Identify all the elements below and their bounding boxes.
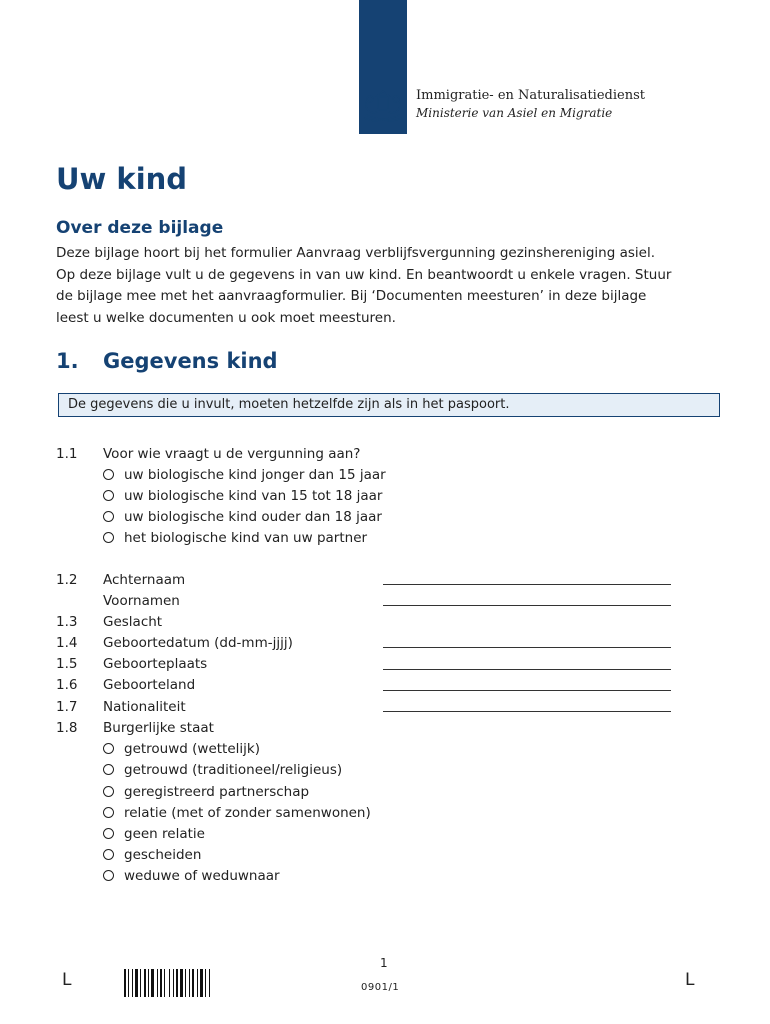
section-number: 1. <box>56 349 79 373</box>
field-label: Geboorteplaats <box>103 656 208 672</box>
option-label: relatie (met of zonder samenwonen) <box>124 805 371 821</box>
radio-circle-icon[interactable] <box>103 870 114 881</box>
radio-option[interactable] <box>103 509 382 525</box>
radio-option[interactable] <box>103 741 260 757</box>
field-number: 1.5 <box>56 656 78 672</box>
option-label: het biologische kind van uw partner <box>124 530 368 546</box>
section-title: Gegevens kind <box>103 349 278 373</box>
barcode-bar <box>140 969 141 997</box>
info-note-text: De gegevens die u invult, moeten hetzelfde zijn als in het paspoort. <box>68 397 510 412</box>
about-line: Deze bijlage hoort bij het formulier Aanvraag verblijfsvergunning gezinshereniging asiel. <box>56 245 655 261</box>
radio-option[interactable] <box>103 868 280 884</box>
field-number: 1.3 <box>56 614 78 630</box>
radio-option[interactable] <box>103 805 371 821</box>
birthplace-input-line[interactable] <box>383 669 671 670</box>
field-label: Geboortedatum (dd-mm-jjjj) <box>103 635 293 651</box>
barcode-bar <box>176 969 178 997</box>
page-title: Uw kind <box>56 162 188 196</box>
field-label: Nationaliteit <box>103 699 186 715</box>
radio-circle-icon[interactable] <box>103 469 114 480</box>
birthdate-input-line[interactable] <box>383 647 671 648</box>
radio-circle-icon[interactable] <box>103 828 114 839</box>
barcode-bar <box>209 969 210 997</box>
barcode-bar <box>157 969 158 997</box>
first-names-input-line[interactable] <box>383 605 671 606</box>
barcode-bar <box>200 969 203 997</box>
radio-option[interactable] <box>103 762 342 778</box>
about-line: de bijlage mee met het aanvraagformulier. Bij ‘Documenten meesturen’ in deze bijlage <box>56 288 647 304</box>
radio-circle-icon[interactable] <box>103 511 114 522</box>
radio-option[interactable] <box>103 784 309 800</box>
about-paragraph <box>56 243 716 329</box>
question-label: Burgerlijke staat <box>103 720 214 736</box>
field-label: Voornamen <box>103 593 180 609</box>
barcode-bar <box>148 969 149 997</box>
barcode-bar <box>124 969 126 997</box>
barcode-bar <box>164 969 165 997</box>
radio-option[interactable] <box>103 530 367 546</box>
corner-mark-right: L <box>685 970 695 990</box>
barcode-bar <box>189 969 190 997</box>
field-number: 1.4 <box>56 635 78 651</box>
surname-input-line[interactable] <box>383 584 671 585</box>
barcode-bar <box>180 969 183 997</box>
field-number: 1.2 <box>56 572 78 588</box>
barcode-bar <box>128 969 129 997</box>
option-label: geregistreerd partnerschap <box>124 784 310 800</box>
about-line: Op deze bijlage vult u de gegevens in van uw kind. En beantwoordt u enkele vragen. Stuur <box>56 266 672 283</box>
radio-circle-icon[interactable] <box>103 807 114 818</box>
barcode-bar <box>173 969 174 997</box>
birth-country-input-line[interactable] <box>383 690 671 691</box>
radio-circle-icon[interactable] <box>103 764 114 775</box>
field-label: Geslacht <box>103 614 163 630</box>
barcode-bar <box>135 969 138 997</box>
option-label: weduwe of weduwnaar <box>124 868 280 884</box>
form-code: 0901/1 <box>361 982 400 993</box>
field-label: Geboorteland <box>103 677 196 693</box>
radio-option[interactable] <box>103 467 386 483</box>
option-label: uw biologische kind ouder dan 18 jaar <box>124 509 382 525</box>
radio-circle-icon[interactable] <box>103 490 114 501</box>
option-label: uw biologische kind van 15 tot 18 jaar <box>124 488 383 504</box>
ministry-name: Ministerie van Asiel en Migratie <box>416 106 613 120</box>
question-label: Voor wie vraagt u de vergunning aan? <box>103 446 361 462</box>
radio-option[interactable] <box>103 826 205 842</box>
page-number: 1 <box>380 956 388 970</box>
royal-coat-of-arms-icon <box>361 88 405 122</box>
nationality-input-line[interactable] <box>383 711 671 712</box>
barcode-bar <box>132 969 133 997</box>
question-number: 1.8 <box>56 720 78 736</box>
barcode-bar <box>197 969 198 997</box>
option-label: getrouwd (wettelijk) <box>124 741 260 757</box>
barcode-bar <box>205 969 206 997</box>
barcode-bar <box>160 969 162 997</box>
barcode-icon <box>124 969 234 997</box>
barcode-bar <box>169 969 170 997</box>
field-number: 1.7 <box>56 699 78 715</box>
barcode-bar <box>185 969 186 997</box>
about-heading: Over deze bijlage <box>56 218 224 238</box>
barcode-bar <box>144 969 146 997</box>
corner-mark-left: L <box>62 970 72 990</box>
option-label: geen relatie <box>124 826 205 842</box>
question-number: 1.1 <box>56 446 78 462</box>
about-line: leest u welke documenten u ook moet meesturen. <box>56 309 396 326</box>
radio-circle-icon[interactable] <box>103 743 114 754</box>
option-label: uw biologische kind jonger dan 15 jaar <box>124 467 386 483</box>
barcode-bar <box>151 969 154 997</box>
option-label: getrouwd (traditioneel/religieus) <box>124 762 343 778</box>
field-label: Achternaam <box>103 572 186 588</box>
option-label: gescheiden <box>124 847 202 863</box>
radio-circle-icon[interactable] <box>103 849 114 860</box>
radio-option[interactable] <box>103 488 382 504</box>
agency-name: Immigratie- en Naturalisatiedienst <box>416 88 645 103</box>
radio-circle-icon[interactable] <box>103 786 114 797</box>
radio-option[interactable] <box>103 847 201 863</box>
barcode-bar <box>192 969 194 997</box>
radio-circle-icon[interactable] <box>103 532 114 543</box>
field-number: 1.6 <box>56 677 78 693</box>
